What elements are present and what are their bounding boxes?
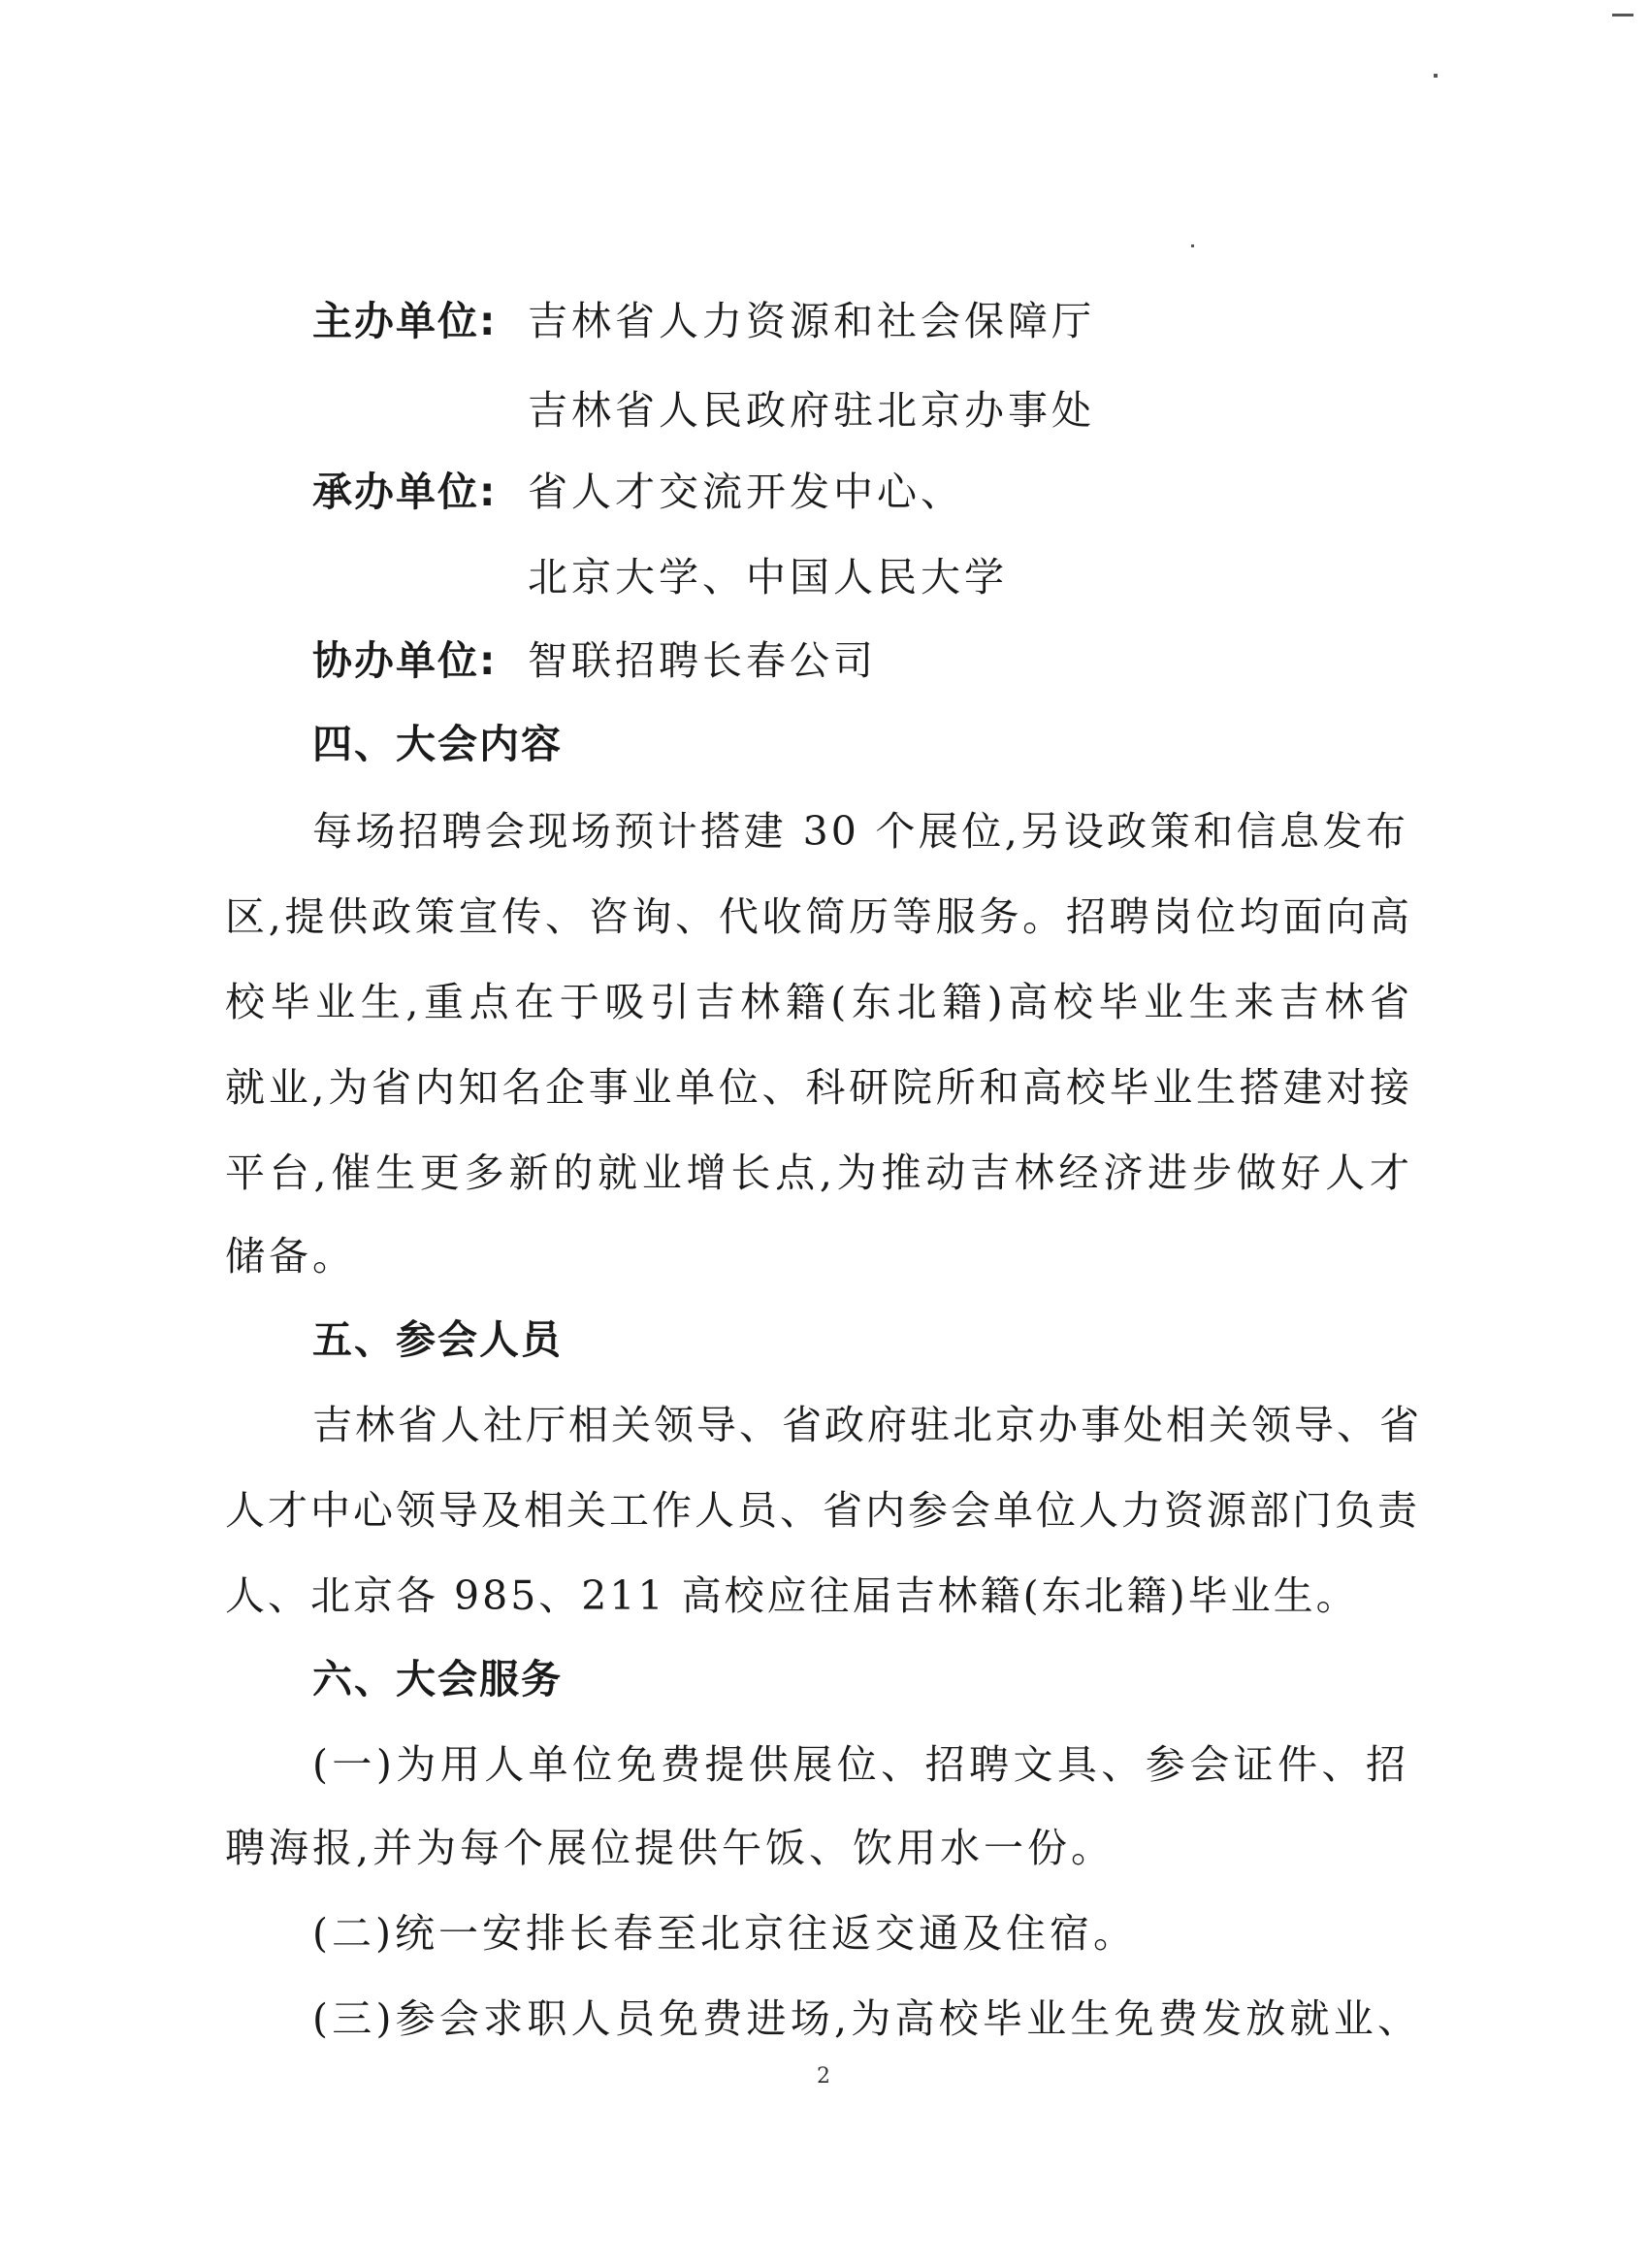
section-5-line-2: 人才中心领导及相关工作人员、省内参会单位人力资源部门负责 bbox=[225, 1487, 1420, 1534]
section-6-line-2: 聘海报,并为每个展位提供午饭、饮用水一份。 bbox=[225, 1825, 1116, 1871]
co-organizer-org-1: 智联招聘长春公司 bbox=[528, 637, 877, 684]
host-org-1: 吉林省人力资源和社会保障厅 bbox=[528, 298, 1095, 344]
section-5-line-1: 吉林省人社厅相关领导、省政府驻北京办事处相关领导、省 bbox=[312, 1402, 1422, 1448]
section-4-heading: 四、大会内容 bbox=[312, 721, 563, 767]
section-4-line-4: 就业,为省内知名企事业单位、科研院所和高校毕业生搭建对接 bbox=[225, 1064, 1412, 1111]
section-6-line-3: (二)统一安排长春至北京往返交通及住宿。 bbox=[312, 1910, 1137, 1957]
page-number: 2 bbox=[817, 2064, 830, 2089]
section-6-heading: 六、大会服务 bbox=[312, 1656, 563, 1702]
section-6-line-1: (一)为用人单位免费提供展位、招聘文具、参会证件、招 bbox=[312, 1741, 1408, 1788]
scan-mark-dot bbox=[1191, 244, 1194, 247]
undertaker-label: 承办单位: bbox=[312, 469, 498, 515]
undertaker-org-1: 省人才交流开发中心、 bbox=[528, 469, 964, 515]
section-4-line-3: 校毕业生,重点在于吸引吉林籍(东北籍)高校毕业生来吉林省 bbox=[225, 979, 1412, 1025]
host-org-2: 吉林省人民政府驻北京办事处 bbox=[528, 387, 1095, 434]
section-4-line-5: 平台,催生更多新的就业增长点,为推动吉林经济进步做好人才 bbox=[225, 1150, 1412, 1196]
host-label: 主办单位: bbox=[312, 298, 498, 344]
scan-mark-top-right bbox=[1612, 14, 1633, 16]
undertaker-org-2: 北京大学、中国人民大学 bbox=[528, 554, 1008, 600]
section-4-line-1: 每场招聘会现场预计搭建 30 个展位,另设政策和信息发布 bbox=[312, 808, 1408, 855]
section-5-heading: 五、参会人员 bbox=[312, 1316, 563, 1363]
section-4-line-6: 储备。 bbox=[225, 1233, 356, 1280]
section-5-line-3: 人、北京各 985、211 高校应往届吉林籍(东北籍)毕业生。 bbox=[225, 1572, 1359, 1619]
section-6-line-4: (三)参会求职人员免费进场,为高校毕业生免费发放就业、 bbox=[312, 1995, 1418, 2042]
co-organizer-label: 协办单位: bbox=[312, 637, 498, 684]
scan-mark-dot bbox=[1434, 74, 1438, 78]
section-4-line-2: 区,提供政策宣传、咨询、代收简历等服务。招聘岗位均面向高 bbox=[225, 893, 1412, 940]
